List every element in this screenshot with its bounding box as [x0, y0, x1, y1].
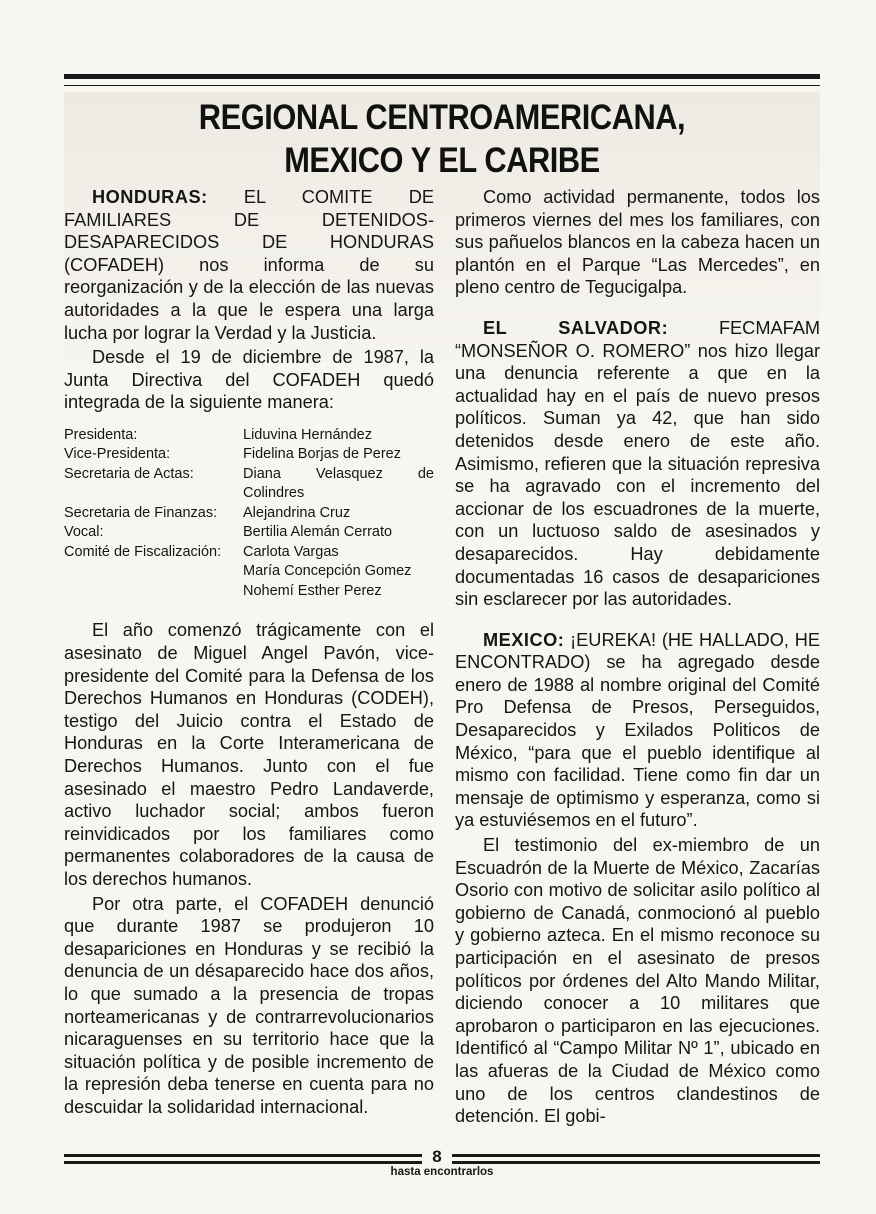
honduras-intro-paragraph	[64, 186, 434, 344]
officer-role: Vocal:	[64, 524, 104, 541]
mexico-paragraph	[455, 629, 820, 832]
junta-paragraph: Desde el 19 de diciembre de 1987, la Junta Directiva del COFADEH quedó integrada de la siguiente manera:	[64, 347, 434, 413]
publication-name: hasta encontrarlos	[390, 1166, 494, 1178]
pavon-paragraph: El año comenzó trágicamente con el asesinato de Miguel Angel Pavón, vice-presidente del Comité para la Defensa de los Derechos Humanos en Honduras (CODEH), testigo del Juicio contra el Estado de Honduras en la Corte Interamericana de Derechos Humanos. Junto con el fue asesinado el maestro Pedro Landaverde, activo luchador social; ambos fueron reinvidicados por los familiares como permanentes colaboradores de la causa de los derechos humanos.	[64, 620, 434, 889]
testimonio-paragraph: El testimonio del ex-miembro de un Escuadrón de la Muerte de México, Zacarías Osorio con motivo de solicitar asilo político al gobierno de Canadá, conmocionó al pueblo y gobierno azteca. En el mismo reconoce su participación en el asesinato de presos políticos por órdenes del Alto Mando Militar, diciendo conocer a 10 militares que aprobaron o participaron en las ejecuciones. Identificó al “Campo Militar Nº 1”, ubicado en las afueras de la Ciudad de México como uno de los centros clandestinos de detención. El gobi-	[455, 835, 820, 1127]
officer-name: Carlota Vargas	[243, 543, 339, 560]
page-number: 8	[432, 1147, 442, 1166]
bottom-rule-right	[452, 1154, 820, 1164]
title-line-2: MEXICO Y EL CARIBE	[284, 141, 600, 180]
officer-role: Secretaria de Finanzas:	[64, 504, 218, 521]
mexico-text: ¡EUREKA! (HE HALLADO, HE ENCONTRADO) se ha agregado desde enero de 1988 al nombre original del Comité Pro Defensa de Presos, Perseguidos, Desaparecidos y Exilados Politicos de México, “para que el pueblo identifique al mismo con facilidad. Tiene como fin dar un mensaje de optimismo y esperanza, como si ya estuviésemos en el futuro”.	[455, 629, 820, 831]
left-column	[64, 186, 434, 1119]
officer-name: María Concepción Gomez	[243, 563, 412, 580]
right-column	[455, 186, 820, 1128]
planton-paragraph: Como actividad permanente, todos los primeros viernes del mes los familiares, con sus pañuelos blancos en la cabeza hacen un plantón en el Parque “Las Mercedes”, en pleno centro de Tegucigalpa.	[455, 187, 820, 298]
officer-name: Fidelina Borjas de Perez	[243, 446, 401, 463]
officer-role	[64, 582, 241, 602]
officer-name: Diana Velasquez de Colindres	[243, 465, 434, 502]
cofadeh-denuncia-paragraph: Por otra parte, el COFADEH denunció que durante 1987 se produjeron 10 desapariciones en Honduras y se recibió la denuncia de un désaparecido hace dos años, lo que sumado a la presencia de tropas norteamericanas y de contrarrevolucionarios nicaraguenses en su territorio hace que la situación política y de posible incremento de la represión deba tenerse en cuenta para no descuidar la solidaridad internacional.	[64, 893, 434, 1117]
section-lead-el-salvador: EL SALVADOR:	[483, 317, 669, 338]
title-line-1: REGIONAL CENTROAMERICANA,	[198, 98, 686, 137]
article-title	[109, 96, 774, 182]
officer-name: Liduvina Hernández	[243, 426, 372, 443]
honduras-intro-text: EL COMITE DE FAMILIARES DE DETENIDOS-DESAPARECIDOS DE HONDURAS (COFADEH) nos informa de su reorganización y de la elección de las nuevas autoridades a la que le espera una larga lucha por lograr la Verdad y la Justicia.	[64, 187, 434, 343]
el-salvador-paragraph	[455, 317, 820, 611]
officer-role: Vice-Presidenta:	[64, 446, 171, 463]
section-lead-mexico: MEXICO:	[483, 629, 565, 650]
el-salvador-text: FECMAFAM “MONSEÑOR O. ROMERO” nos hizo llegar una denuncia referente a que en la actualidad hay en el país de nuevo presos políticos. Suman ya 42, que han sido detenidos desde enero de este año. Asimismo, refieren que la situación represiva se ha agravado con el incremento del accionar de los escuadrones de la muerte, con un luctuoso saldo de asesinados y desaparecidos. Hay debidamente documentadas 16 casos de desapariciones sin esclarecer por las autoridades.	[455, 317, 820, 610]
bottom-rule-left	[64, 1154, 422, 1164]
officer-role	[64, 562, 241, 582]
officer-role: Secretaria de Actas:	[64, 465, 194, 482]
top-double-rule	[64, 74, 820, 86]
officers-list	[64, 426, 434, 602]
officer-name: Bertilia Alemán Cerrato	[243, 524, 393, 541]
section-lead-honduras: HONDURAS:	[92, 187, 208, 207]
officer-role: Presidenta:	[64, 426, 138, 443]
officer-role: Comité de Fiscalización:	[64, 543, 222, 560]
officer-name: Alejandrina Cruz	[243, 504, 351, 521]
officer-name: Nohemí Esther Perez	[243, 582, 382, 599]
